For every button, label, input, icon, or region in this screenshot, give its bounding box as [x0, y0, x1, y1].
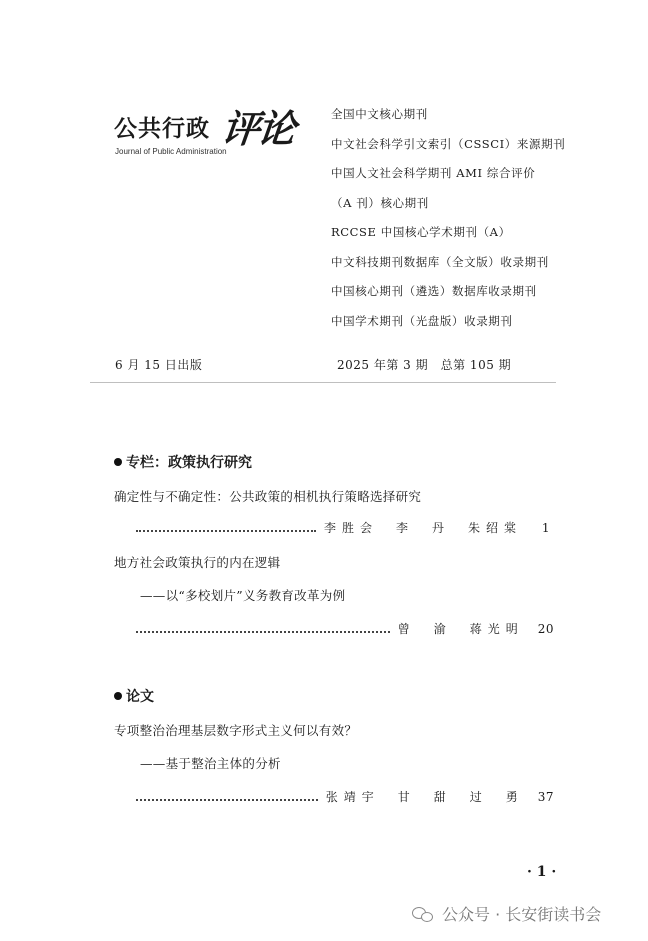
indexing-item: 全国中文核心期刊 [331, 107, 428, 121]
issue-number: 2025 年第 3 期 总第 105 期 [337, 358, 512, 372]
publication-date: 6 月 15 日出版 [115, 358, 203, 372]
toc-entry-line [136, 519, 550, 536]
watermark-text: 公众号 · 长安街读书会 [442, 905, 602, 924]
article-title: 专项整治治理基层数字形式主义何以有效？ [114, 723, 358, 738]
article-subtitle: ——基于整治主体的分析 [140, 756, 281, 771]
header-divider [90, 382, 556, 383]
journal-title-en: Journal of Public Administration [115, 147, 227, 156]
section-heading-text: 论文 [126, 689, 154, 705]
indexing-item: 中国学术期刊（光盘版）收录期刊 [331, 313, 513, 328]
leader-dots [136, 799, 318, 801]
bullet-icon [114, 458, 122, 466]
toc-entry-line [136, 620, 554, 637]
indexing-item: RCCSE 中国核心学术期刊（A） [331, 225, 511, 239]
indexing-list [331, 100, 565, 336]
article-page: 1 [541, 521, 550, 535]
indexing-item: （A 刊）核心期刊 [331, 195, 429, 210]
section-heading [114, 686, 154, 706]
bullet-icon [114, 692, 122, 700]
article-authors: 张靖宇 甘 甜 过 勇 [325, 790, 524, 804]
watermark [412, 902, 601, 925]
journal-title-cn: 公共行政 [114, 115, 210, 142]
article-authors: 曾 渝 蒋光明 [397, 622, 524, 636]
wechat-icon [412, 907, 434, 921]
page-number: · 1 · [527, 864, 557, 880]
indexing-item: 中文社会科学引文索引（CSSCI）来源期刊 [331, 136, 566, 151]
indexing-item: 中国人文社会科学期刊 AMI 综合评价 [331, 166, 536, 180]
indexing-item: 中国核心期刊（遴选）数据库收录期刊 [331, 284, 537, 298]
toc-entry-line [136, 788, 554, 805]
section-heading [114, 452, 252, 472]
article-authors: 李胜会 李 丹 朱绍棠 [323, 521, 522, 535]
article-title: 地方社会政策执行的内在逻辑 [114, 555, 281, 570]
article-page: 20 [537, 622, 554, 636]
article-subtitle: ——以“多校划片”义务教育改革为例 [140, 588, 346, 603]
article-page: 37 [537, 790, 554, 804]
journal-title-script: 评论 [219, 106, 297, 151]
article-title: 确定性与不确定性：公共政策的相机执行策略选择研究 [114, 489, 422, 504]
leader-dots [136, 530, 316, 532]
section-heading-text: 专栏：政策执行研究 [126, 455, 252, 471]
indexing-item: 中文科技期刊数据库（全文版）收录期刊 [331, 254, 549, 269]
leader-dots [136, 631, 390, 633]
